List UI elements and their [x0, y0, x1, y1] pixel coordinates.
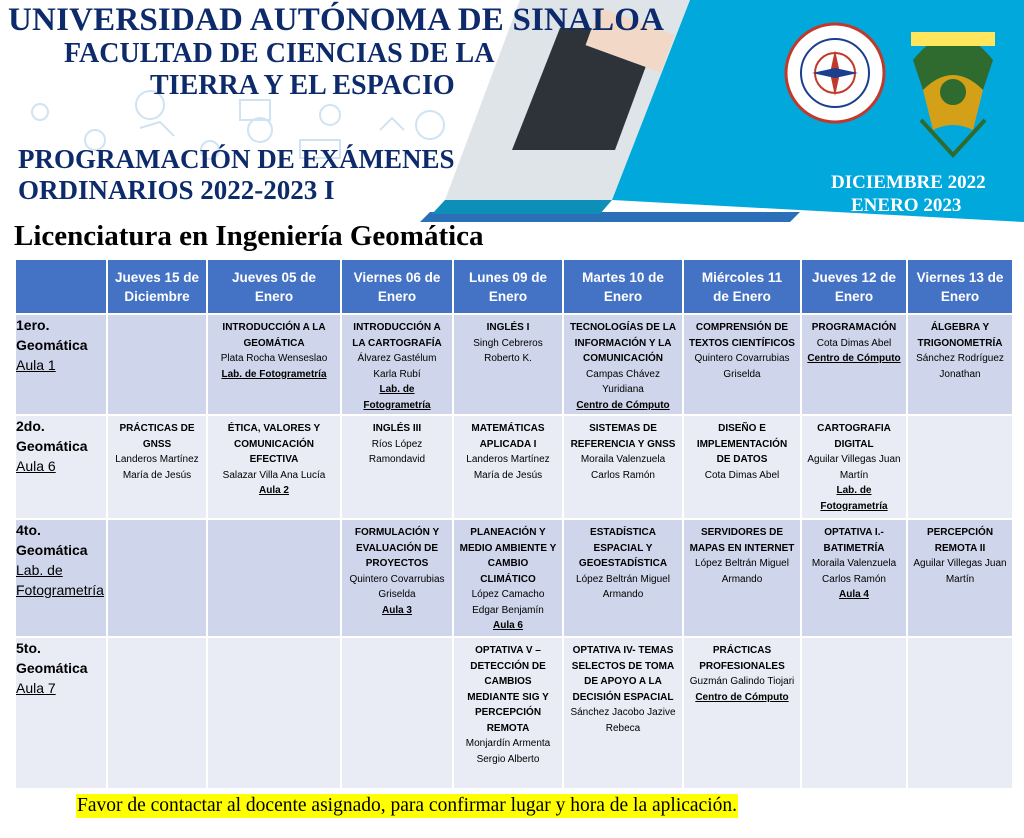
exam-subject: ÉTICA, VALORES Y COMUNICACIÓN EFECTIVA — [227, 423, 321, 465]
exam-cell — [453, 314, 563, 415]
exam-subject: PRÁCTICAS DE GNSS — [119, 423, 195, 450]
group-program: Geomática — [16, 660, 88, 676]
exam-teacher: Singh Cebreros Roberto K. — [473, 337, 543, 364]
group-cell — [15, 415, 107, 519]
exam-teacher: Cota Dimas Abel — [704, 469, 780, 481]
group-level: 4to. — [16, 522, 41, 538]
exam-teacher: Quintero Covarrubias Griselda — [694, 353, 790, 380]
exam-cell — [341, 519, 453, 637]
group-level: 1ero. — [16, 317, 50, 333]
exam-teacher: López Beltrán Miguel Armando — [576, 573, 670, 600]
exam-location: Aula 3 — [381, 604, 412, 616]
exam-location: Aula 2 — [258, 485, 289, 496]
career-title: Licenciatura en Ingeniería Geomática — [14, 220, 484, 252]
exam-subject: INGLÉS III — [372, 423, 422, 434]
exam-teacher: Monjardín Armenta Sergio Alberto — [465, 738, 551, 765]
exam-teacher: Landeros Martínez María de Jesús — [466, 454, 550, 481]
faculty-title-line1: FACULTAD DE CIENCIAS DE LA — [64, 38, 495, 69]
table-row — [15, 637, 1013, 789]
exam-cell — [907, 415, 1013, 519]
exam-cell — [563, 637, 683, 789]
exam-cell — [683, 314, 801, 415]
exam-cell — [341, 637, 453, 789]
exam-cell — [453, 519, 563, 637]
exam-cell — [801, 519, 907, 637]
exam-teacher: López Camacho Edgar Benjamín — [471, 589, 545, 616]
exam-teacher: Ríos López Ramondavid — [368, 438, 426, 465]
column-header: Miércoles 11 de Enero — [683, 259, 801, 314]
exam-cell — [907, 519, 1013, 637]
exam-subject: SISTEMAS DE REFERENCIA Y GNSS — [570, 423, 676, 450]
exam-subject: OPTATIVA I.- BATIMETRÍA — [823, 527, 885, 554]
table-header-row — [15, 259, 1013, 314]
exam-cell — [683, 637, 801, 789]
group-cell — [15, 519, 107, 637]
group-program: Geomática — [16, 337, 88, 353]
exam-teacher: Guzmán Galindo Tiojari — [689, 676, 795, 687]
exam-cell — [563, 314, 683, 415]
exam-subject: PROGRAMACIÓN — [811, 322, 897, 333]
header-corner — [15, 259, 107, 314]
university-title: UNIVERSIDAD AUTÓNOMA DE SINALOA — [8, 2, 665, 38]
exam-subject: SERVIDORES DE MAPAS EN INTERNET — [689, 527, 795, 554]
exam-cell — [207, 637, 341, 789]
exam-cell — [207, 519, 341, 637]
exam-subject: OPTATIVA V – DETECCIÓN DE CAMBIOS MEDIANTE SIG Y PERCEPCIÓN REMOTA — [467, 645, 549, 734]
exam-subject: ÁLGEBRA Y TRIGONOMETRÍA — [917, 322, 1003, 349]
exam-cell — [107, 519, 207, 637]
exam-cell — [107, 314, 207, 415]
program-title-line1: PROGRAMACIÓN DE EXÁMENES — [18, 144, 455, 174]
group-cell — [15, 314, 107, 415]
exam-cell — [341, 314, 453, 415]
table-row — [15, 415, 1013, 519]
exam-cell — [907, 637, 1013, 789]
exam-cell — [453, 415, 563, 519]
exam-cell — [563, 519, 683, 637]
exam-teacher: Álvarez Gastélum Karla Rubí — [357, 353, 437, 380]
exam-cell — [801, 314, 907, 415]
exam-cell — [207, 314, 341, 415]
table-row — [15, 519, 1013, 637]
faculty-seal-logo — [784, 22, 886, 124]
exam-subject: PLANEACIÓN Y MEDIO AMBIENTE Y CAMBIO CLIMÁTICO — [459, 527, 557, 585]
exam-schedule-table — [14, 258, 1014, 790]
column-header: Viernes 13 de Enero — [907, 259, 1013, 314]
exam-cell — [683, 519, 801, 637]
exam-teacher: Sánchez Jacobo Jazive Rebeca — [570, 707, 676, 734]
column-header: Jueves 15 de Diciembre — [107, 259, 207, 314]
exam-subject: FORMULACIÓN Y EVALUACIÓN DE PROYECTOS — [354, 527, 440, 569]
table-row — [15, 314, 1013, 415]
group-room: Lab. de Fotogrametría — [16, 562, 104, 598]
footer-notice: Favor de contactar al docente asignado, para confirmar lugar y hora de la aplicación. — [77, 795, 737, 816]
exam-cell — [801, 415, 907, 519]
exam-teacher: Landeros Martínez María de Jesús — [115, 454, 199, 481]
exam-subject: TECNOLOGÍAS DE LA INFORMACIÓN Y LA COMUNICACIÓN — [569, 322, 677, 364]
exam-cell — [683, 415, 801, 519]
group-level: 5to. — [16, 640, 41, 656]
exam-subject: DISEÑO E IMPLEMENTACIÓN DE DATOS — [696, 423, 788, 465]
group-program: Geomática — [16, 438, 88, 454]
group-room: Aula 6 — [16, 458, 56, 474]
exam-location: Lab. de Fotogrametría — [820, 485, 888, 512]
column-header: Lunes 09 de Enero — [453, 259, 563, 314]
exam-teacher: Aguilar Villegas Juan Martín — [807, 454, 901, 481]
exam-teacher: Moraila Valenzuela Carlos Ramón — [811, 558, 897, 585]
column-header: Viernes 06 de Enero — [341, 259, 453, 314]
group-room: Aula 1 — [16, 357, 56, 373]
exam-teacher: López Beltrán Miguel Armando — [695, 558, 789, 585]
exam-subject: PRÁCTICAS PROFESIONALES — [699, 645, 785, 672]
exam-cell — [801, 637, 907, 789]
exam-subject: INGLÉS I — [486, 322, 530, 333]
exam-location: Centro de Cómputo — [576, 399, 670, 411]
group-level: 2do. — [16, 418, 45, 434]
column-header: Martes 10 de Enero — [563, 259, 683, 314]
exam-teacher: Salazar Villa Ana Lucía — [222, 469, 326, 481]
exam-teacher: Sánchez Rodríguez Jonathan — [916, 353, 1004, 380]
exam-cell — [453, 637, 563, 789]
column-header: Jueves 12 de Enero — [801, 259, 907, 314]
exam-cell — [563, 415, 683, 519]
exam-location: Centro de Cómputo — [807, 353, 901, 364]
exam-subject: INTRODUCCIÓN A LA CARTOGRAFÍA — [352, 322, 442, 349]
exam-location: Lab. de Fotogrametría — [221, 368, 327, 380]
group-program: Geomática — [16, 542, 88, 558]
date-range-line2: ENERO 2023 — [851, 195, 962, 216]
exam-location: Centro de Cómputo — [695, 691, 789, 703]
exam-subject: ESTADÍSTICA ESPACIAL Y GEOESTADÍSTICA — [578, 527, 668, 569]
group-room: Aula 7 — [16, 680, 56, 696]
exam-subject: CARTOGRAFIA DIGITAL — [817, 423, 891, 450]
exam-teacher: Aguilar Villegas Juan Martín — [913, 558, 1007, 585]
exam-teacher: Cota Dimas Abel — [816, 337, 892, 349]
exam-cell — [107, 637, 207, 789]
program-title-line2: ORDINARIOS 2022-2023 I — [18, 175, 335, 205]
exam-cell — [107, 415, 207, 519]
exam-location: Aula 4 — [838, 589, 869, 600]
exam-location: Aula 6 — [492, 620, 523, 631]
date-range-line1: DICIEMBRE 2022 — [831, 172, 986, 193]
exam-subject: INTRODUCCIÓN A LA GEOMÁTICA — [222, 322, 326, 349]
exam-teacher: Quintero Covarrubias Griselda — [349, 573, 445, 600]
university-crest-logo — [903, 20, 1003, 160]
exam-cell — [207, 415, 341, 519]
group-cell — [15, 637, 107, 789]
exam-cell — [341, 415, 453, 519]
exam-cell — [907, 314, 1013, 415]
exam-teacher: Campas Chávez Yuridiana — [586, 368, 660, 395]
column-header: Jueves 05 de Enero — [207, 259, 341, 314]
exam-teacher: Plata Rocha Wenseslao — [220, 353, 328, 364]
exam-subject: PERCEPCIÓN REMOTA II — [926, 527, 994, 554]
exam-location: Lab. de Fotogrametría — [363, 384, 431, 411]
header-banner — [0, 0, 1024, 222]
faculty-title-line2: TIERRA Y EL ESPACIO — [150, 70, 455, 101]
exam-teacher: Moraila Valenzuela Carlos Ramón — [580, 454, 666, 481]
exam-subject: MATEMÁTICAS APLICADA I — [471, 423, 545, 450]
exam-subject: OPTATIVA IV- TEMAS SELECTOS DE TOMA DE APOYO A LA DECISIÓN ESPACIAL — [571, 645, 675, 703]
exam-subject: COMPRENSIÓN DE TEXTOS CIENTÍFICOS — [689, 322, 795, 349]
